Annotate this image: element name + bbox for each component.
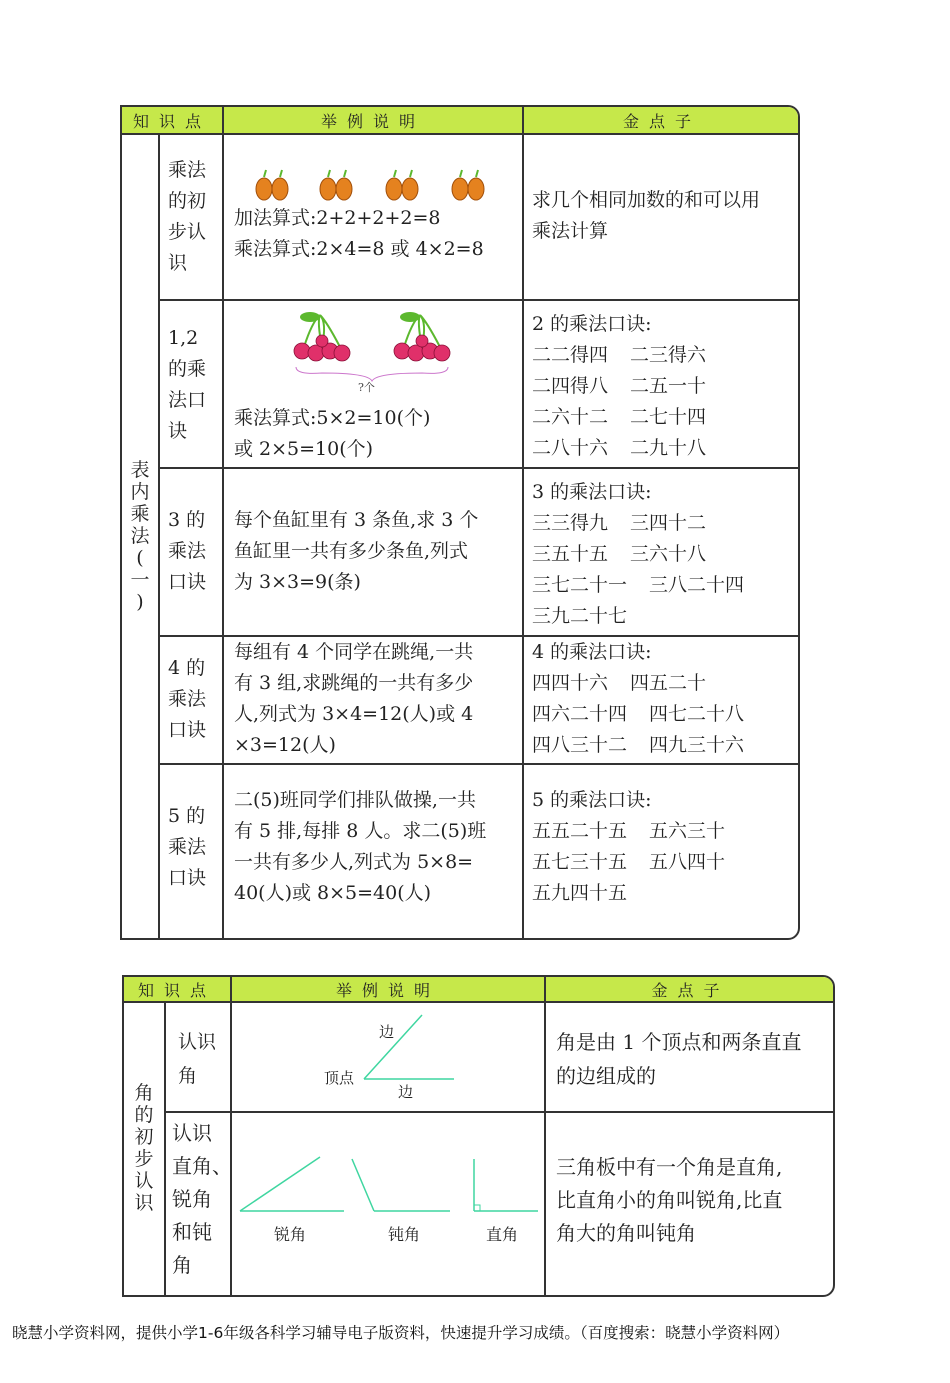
example-line: 鱼缸里一共有多少条鱼,列式: [234, 540, 469, 562]
section-char: 初: [134, 1126, 154, 1148]
section-char: ): [136, 590, 144, 613]
topic-line: 角: [172, 1253, 192, 1277]
rhyme: 二七十四: [630, 406, 707, 428]
rhyme: 二二得四: [532, 344, 609, 366]
obtuse-label: 钝角: [388, 1225, 421, 1244]
row4-example: [234, 637, 522, 761]
rhyme: 五七三十五: [532, 851, 628, 873]
topic-line: 角: [178, 1065, 198, 1087]
divider: [158, 133, 160, 938]
row5-topic: [168, 801, 220, 894]
topic-line: 诀: [168, 420, 188, 442]
rhyme: 五九四十五: [532, 882, 628, 904]
header-knowledge: 知识点: [132, 111, 211, 131]
topic-line: 乘法: [168, 688, 207, 710]
edge-label-top: 边: [379, 1023, 395, 1041]
row3-tip: [532, 477, 798, 632]
rhyme: 四八三十二: [532, 734, 628, 756]
topic-line: 认识: [172, 1121, 212, 1145]
rhyme: 二八十六: [532, 437, 609, 459]
row3-example: [234, 505, 522, 598]
cherries-illustration: [282, 307, 482, 397]
example-line: 或 2×5=10(个): [234, 438, 374, 460]
table-multiplication: [120, 105, 800, 940]
tip-line: 的边组成的: [556, 1064, 656, 1088]
rhyme: 三九二十七: [532, 605, 628, 627]
row5-example: [234, 785, 522, 909]
topic-line: 乘法: [168, 836, 207, 858]
topic-line: 乘法: [168, 540, 207, 562]
row1-topic: [168, 155, 220, 279]
row2-tip: [532, 309, 798, 464]
example-line: 每个鱼缸里有 3 条鱼,求 3 个: [234, 509, 479, 531]
topic-line: 5 的: [168, 805, 206, 827]
section-label: [124, 1001, 164, 1295]
section-char: 乘: [130, 502, 150, 525]
example-line: 乘法算式:5×2=10(个): [234, 407, 431, 429]
header-tip: 金点子: [622, 111, 701, 131]
topic-line: 3 的: [168, 509, 206, 531]
tip-line: 乘法计算: [532, 220, 609, 242]
edge-label-bottom: 边: [398, 1083, 414, 1101]
example-line: 为 3×3=9(条): [234, 571, 361, 593]
rhyme: 二四得八: [532, 375, 609, 397]
header-example: 举例说明: [335, 980, 440, 1000]
topic-line: 直角、: [172, 1154, 232, 1178]
topic-line: 的初: [168, 190, 207, 212]
example-line: ×3=12(人): [234, 734, 336, 756]
topic-line: 4 的: [168, 657, 206, 679]
footer-note: 晓慧小学资料网，提供小学1-6年级各科学习辅导电子版资料，快速提升学习成绩。（百度搜索：晓慧小学资料网）: [12, 1324, 790, 1342]
section-char: 法: [130, 524, 150, 547]
rhyme: 四四十六: [532, 672, 609, 694]
divider: [164, 1001, 166, 1295]
angle-row1-topic: [178, 1025, 230, 1093]
topic-line: 乘法: [168, 159, 207, 181]
rhyme: 二五一十: [630, 375, 707, 397]
tip-line: 求几个相同加数的和可以用: [532, 189, 761, 211]
row5-tip: [532, 785, 798, 909]
section-char: 角: [134, 1082, 154, 1104]
section-char: (: [136, 546, 144, 569]
tip-line: 比直角小的角叫锐角,比直: [556, 1188, 783, 1212]
example-line: 40(人)或 8×5=40(人): [234, 882, 432, 904]
rhyme: 二九十八: [630, 437, 707, 459]
topic-line: 和钝: [172, 1220, 212, 1244]
example-line: 二(5)班同学们排队做操,一共: [234, 789, 476, 811]
tip-line: 三角板中有一个角是直角,: [556, 1155, 783, 1179]
rhyme: 四五二十: [630, 672, 707, 694]
tip-title: 4 的乘法口诀:: [532, 641, 652, 663]
divider: [544, 977, 546, 1295]
rhyme: 三五十五: [532, 543, 609, 565]
rhyme: 三七二十一: [532, 574, 628, 596]
divider: [222, 107, 224, 938]
row1-example: [234, 203, 522, 265]
example-line: 乘法算式:2×4=8 或 4×2=8: [234, 238, 484, 260]
tip-title: 2 的乘法口诀:: [532, 313, 652, 335]
section-char: 的: [134, 1104, 154, 1126]
section-char: 内: [130, 480, 150, 503]
topic-line: 认识: [178, 1031, 217, 1053]
section-char: 认: [134, 1170, 154, 1192]
topic-line: 步认: [168, 221, 207, 243]
table-angles: [122, 975, 835, 1297]
rhyme: 三三得九: [532, 512, 609, 534]
topic-line: 的乘: [168, 358, 207, 380]
divider: [522, 107, 524, 938]
acute-label: 锐角: [274, 1225, 307, 1244]
rhyme: 三四十二: [630, 512, 707, 534]
angle-types-diagram: [234, 1147, 544, 1217]
example-line: 有 5 排,每排 8 人。求二(5)班: [234, 820, 487, 842]
row3-topic: [168, 505, 220, 598]
row2-example: [234, 403, 522, 465]
pears-illustration: [248, 165, 498, 203]
topic-line: 口诀: [168, 867, 207, 889]
topic-line: 法口: [168, 389, 207, 411]
topic-line: 1,2: [168, 327, 199, 349]
header-knowledge: 知识点: [137, 980, 216, 1000]
row1-tip: [532, 185, 798, 247]
topic-line: 口诀: [168, 571, 207, 593]
rhyme: 五八四十: [649, 851, 726, 873]
topic-line: 口诀: [168, 719, 207, 741]
tip-line: 角大的角叫钝角: [556, 1221, 696, 1245]
rhyme: 二三得六: [630, 344, 707, 366]
topic-line: 识: [168, 252, 188, 274]
header-tip: 金点子: [651, 980, 730, 1000]
example-line: 一共有多少人,列式为 5×8=: [234, 851, 474, 873]
rhyme: 四六二十四: [532, 703, 628, 725]
divider: [158, 763, 798, 765]
topic-line: 锐角: [172, 1187, 212, 1211]
angle-row1-tip: [556, 1025, 834, 1093]
example-line: 人,列式为 3×4=12(人)或 4: [234, 703, 474, 725]
row4-topic: [168, 653, 220, 746]
vertex-label: 顶点: [324, 1069, 355, 1087]
angle-row2-topic: [172, 1117, 232, 1282]
divider: [164, 1111, 833, 1113]
row2-topic: [168, 323, 220, 447]
row4-tip: [532, 637, 798, 761]
rhyme: 五六三十: [649, 820, 726, 842]
section-char: 一: [130, 568, 150, 591]
rhyme: 四九三十六: [649, 734, 745, 756]
angle-row2-tip: [556, 1151, 834, 1250]
section-char: 表: [130, 458, 150, 481]
section-char: 步: [134, 1148, 154, 1170]
tip-title: 3 的乘法口诀:: [532, 481, 652, 503]
rhyme: 四七二十八: [649, 703, 745, 725]
divider: [158, 467, 798, 469]
rhyme: 三八二十四: [649, 574, 745, 596]
example-line: 加法算式:2+2+2+2=8: [234, 207, 441, 229]
tip-title: 5 的乘法口诀:: [532, 789, 652, 811]
right-label: 直角: [486, 1225, 519, 1244]
example-line: 有 3 组,求跳绳的一共有多少: [234, 672, 474, 694]
rhyme: 二六十二: [532, 406, 609, 428]
example-line: 每组有 4 个同学在跳绳,一共: [234, 641, 474, 663]
rhyme: 五五二十五: [532, 820, 628, 842]
tip-line: 角是由 1 个顶点和两条直直: [556, 1030, 802, 1054]
brace-label: ?个: [358, 381, 375, 394]
header-example: 举例说明: [320, 111, 425, 131]
rhyme: 三六十八: [630, 543, 707, 565]
section-char: 识: [134, 1192, 154, 1214]
section-label: [122, 133, 158, 938]
divider: [158, 299, 798, 301]
